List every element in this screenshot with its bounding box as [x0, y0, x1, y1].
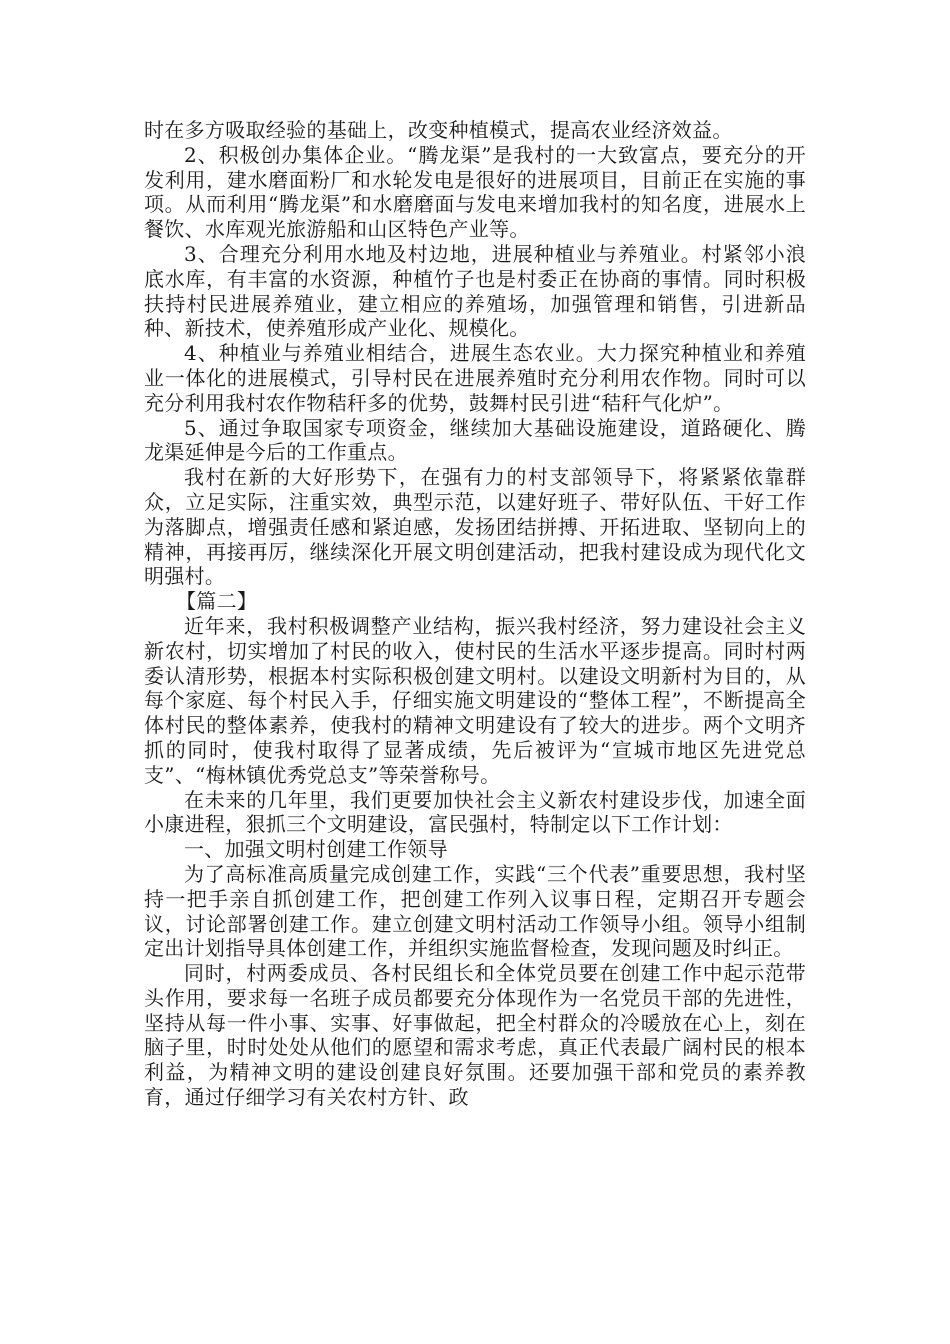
paragraph-item-3-land-use: 3、合理充分利用水地及村边地，进展种植业与养殖业。村紧邻小浪底水库，有丰富的水资源，种植竹子也是村委正在协商的事情。同时积极扶持村民进展养殖业，建立相应的养殖场，加强管理和销售，引进新品种、新技术，使养殖形成产业化、规模化。: [144, 241, 806, 341]
paragraph-intro: 近年来，我村积极调整产业结构，振兴我村经济，努力建设社会主义新农村，切实增加了村民的收入，使村民的生活水平逐步提高。同时村两委认清形势，根据本村实际积极创建文明村。以建设文明新村为目的，从每个家庭、每个村民入手，仔细实施文明建设的“整体工程”，不断提高全体村民的整体素养，使我村的精神文明建设有了较大的进步。两个文明齐抓的同时，使我村取得了显著成绩，先后被评为“宣城市地区先进党总支”、“梅林镇优秀党总支”等荣誉称号。: [144, 613, 806, 787]
section-heading-part-two: 【篇二】: [176, 589, 258, 614]
paragraph-continuation: 时在多方吸取经验的基础上，改变种植模式，提高农业经济效益。: [144, 118, 733, 142]
paragraph-item-2-collective-enterprise: 2、积极创办集体企业。“腾龙渠”是我村的一大致富点，要充分的开发利用，建水磨面粉厂和水轮发电是很好的进展项目，目前正在实施的事项。从而利用“腾龙渠”和水磨磨面与发电来增加我村的知名度，进展水上餐饮、水库观光旅游船和山区特色产业等。: [144, 142, 806, 242]
paragraph-conclusion: 我村在新的大好形势下，在强有力的村支部领导下，将紧紧依靠群众，立足实际，注重实效，典型示范，以建好班子、带好队伍、干好工作为落脚点，增强责任感和紧迫感，发扬团结拼搏、开拓进取、坚韧向上的精神，再接再厉，继续深化开展文明创建活动，把我村建设成为现代化文明强村。: [144, 465, 806, 589]
subheading-strengthen-leadership: 一、加强文明村创建工作领导: [184, 837, 448, 862]
document-page: [144, 118, 806, 1110]
paragraph-item-5-infrastructure: 5、通过争取国家专项资金，继续加大基础设施建设，道路硬化、腾龙渠延伸是今后的工作重点。: [144, 415, 806, 465]
paragraph-plan-intro: 在未来的几年里，我们更要加快社会主义新农村建设步伐，加速全面小康进程，狠抓三个文明建设，富民强村，特制定以下工作计划：: [144, 787, 806, 837]
paragraph-leadership-details: 为了高标准高质量完成创建工作，实践“三个代表”重要思想，我村坚持一把手亲自抓创建工作，把创建工作列入议事日程，定期召开专题会议，讨论部署创建工作。建立创建文明村活动工作领导小组。领导小组制定出计划指导具体创建工作，并组织实施监督检查，发现问题及时纠正。: [144, 861, 806, 961]
paragraph-item-4-ecological-agriculture: 4、种植业与养殖业相结合，进展生态农业。大力探究种植业和养殖业一体化的进展模式，引导村民在进展养殖时充分利用农作物。同时可以充分利用我村农作物秸秆多的优势，鼓舞村民引进“秸秆气化炉”。: [144, 341, 806, 415]
paragraph-exemplary-role: 同时，村两委成员、各村民组长和全体党员要在创建工作中起示范带头作用，要求每一名班子成员都要充分体现作为一名党员干部的先进性，坚持从每一件小事、实事、好事做起，把全村群众的冷暖放在心上，刻在脑子里，时时处处从他们的愿望和需求考虑，真正代表最广阔村民的根本利益，为精神文明的建设创建良好氛围。还要加强干部和党员的素养教育，通过仔细学习有关农村方针、政: [144, 961, 806, 1110]
